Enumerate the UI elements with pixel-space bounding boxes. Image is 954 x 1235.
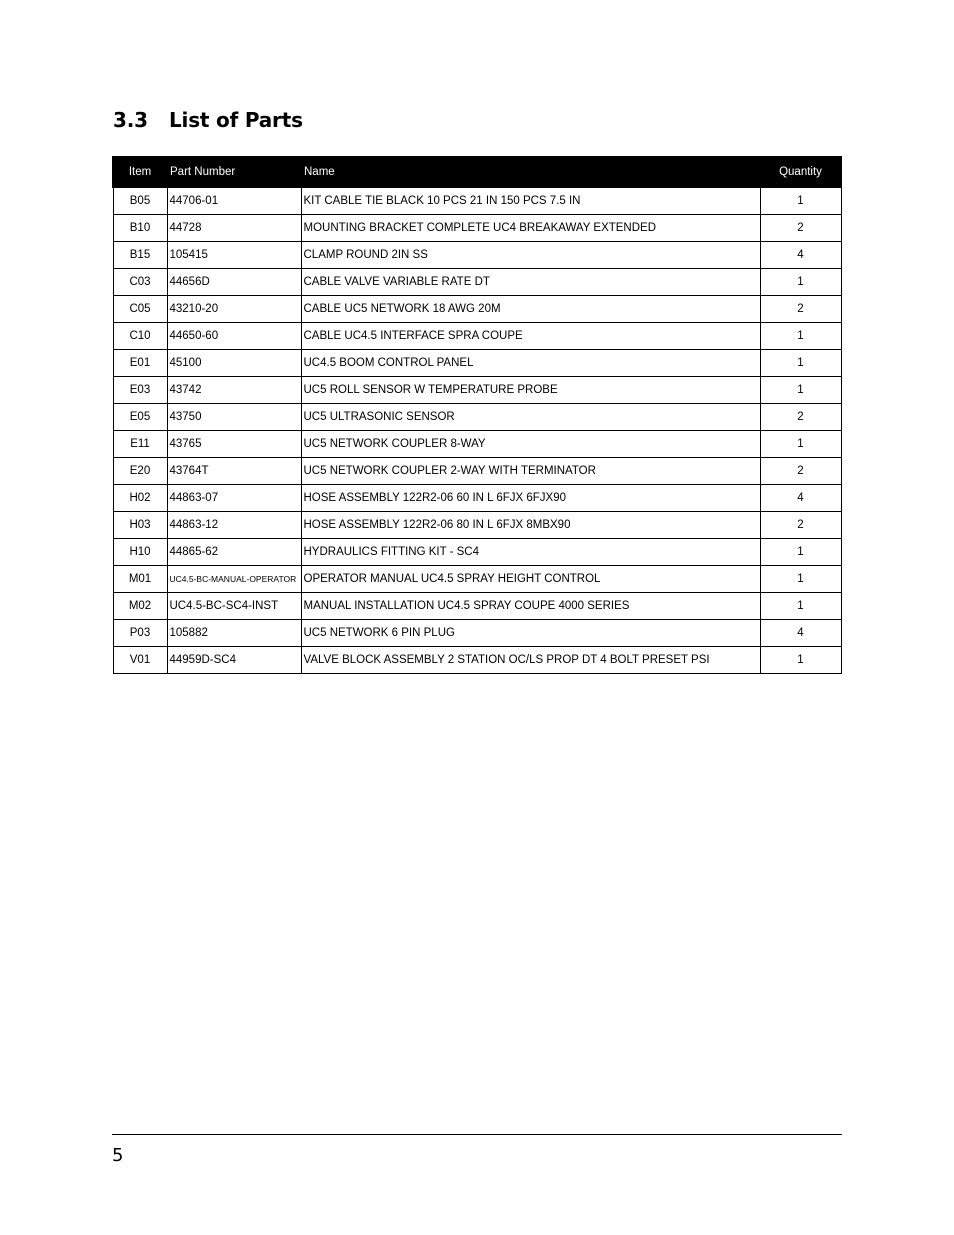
table-row	[113, 647, 841, 674]
cell-quantity: 1	[760, 269, 841, 296]
parts-table-body	[113, 187, 841, 674]
cell-quantity: 1	[760, 350, 841, 377]
table-row	[113, 539, 841, 566]
cell-item: B15	[113, 242, 167, 269]
cell-part-number: 43765	[167, 431, 301, 458]
cell-item: H02	[113, 485, 167, 512]
cell-name: VALVE BLOCK ASSEMBLY 2 STATION OC/LS PROP DT 4 BOLT PRESET PSI	[301, 647, 760, 674]
table-row	[113, 593, 841, 620]
cell-part-number: 43750	[167, 404, 301, 431]
section-heading	[113, 108, 303, 138]
cell-part-number: 44706-01	[167, 187, 301, 215]
cell-item: E11	[113, 431, 167, 458]
table-row	[113, 485, 841, 512]
cell-name: CABLE UC5 NETWORK 18 AWG 20M	[301, 296, 760, 323]
cell-name: HYDRAULICS FITTING KIT - SC4	[301, 539, 760, 566]
cell-part-number: 44865-62	[167, 539, 301, 566]
cell-quantity: 1	[760, 647, 841, 674]
cell-item: E05	[113, 404, 167, 431]
cell-name: HOSE ASSEMBLY 122R2-06 60 IN L 6FJX 6FJX90	[301, 485, 760, 512]
cell-name: UC5 NETWORK 6 PIN PLUG	[301, 620, 760, 647]
section-title: List of Parts	[169, 108, 303, 132]
cell-item: C03	[113, 269, 167, 296]
footer-rule	[112, 1134, 842, 1135]
cell-part-number: 44863-12	[167, 512, 301, 539]
header-row	[113, 157, 841, 187]
cell-part-number: 44959D-SC4	[167, 647, 301, 674]
table-row	[113, 323, 841, 350]
cell-quantity: 1	[760, 377, 841, 404]
cell-quantity: 1	[760, 566, 841, 593]
cell-part-number: UC4.5-BC-SC4-INST	[167, 593, 301, 620]
cell-item: C10	[113, 323, 167, 350]
cell-item: B10	[113, 215, 167, 242]
cell-quantity: 2	[760, 458, 841, 485]
page-number: 5	[112, 1145, 124, 1166]
parts-table-header	[113, 157, 841, 187]
cell-item: P03	[113, 620, 167, 647]
cell-quantity: 1	[760, 323, 841, 350]
table-row	[113, 269, 841, 296]
cell-name: UC5 NETWORK COUPLER 2-WAY WITH TERMINATOR	[301, 458, 760, 485]
cell-part-number: 45100	[167, 350, 301, 377]
cell-name: UC4.5 BOOM CONTROL PANEL	[301, 350, 760, 377]
table-row	[113, 242, 841, 269]
cell-part-number: 44656D	[167, 269, 301, 296]
cell-quantity: 1	[760, 539, 841, 566]
cell-name: HOSE ASSEMBLY 122R2-06 80 IN L 6FJX 8MBX90	[301, 512, 760, 539]
cell-name: MANUAL INSTALLATION UC4.5 SPRAY COUPE 4000 SERIES	[301, 593, 760, 620]
cell-item: B05	[113, 187, 167, 215]
cell-part-number: 44650-60	[167, 323, 301, 350]
cell-item: C05	[113, 296, 167, 323]
section-number: 3.3	[113, 108, 148, 132]
cell-name: UC5 ROLL SENSOR W TEMPERATURE PROBE	[301, 377, 760, 404]
cell-name: CABLE UC4.5 INTERFACE SPRA COUPE	[301, 323, 760, 350]
cell-item: E20	[113, 458, 167, 485]
table-row	[113, 377, 841, 404]
header-quantity: Quantity	[760, 157, 841, 187]
table-row	[113, 566, 841, 593]
cell-name: CABLE VALVE VARIABLE RATE DT	[301, 269, 760, 296]
cell-item: E01	[113, 350, 167, 377]
cell-part-number: 43210-20	[167, 296, 301, 323]
cell-quantity: 1	[760, 431, 841, 458]
table-row	[113, 187, 841, 215]
cell-quantity: 1	[760, 593, 841, 620]
cell-part-number: 105882	[167, 620, 301, 647]
cell-item: M01	[113, 566, 167, 593]
cell-quantity: 4	[760, 485, 841, 512]
header-part-number: Part Number	[167, 157, 301, 187]
cell-quantity: 2	[760, 296, 841, 323]
cell-name: MOUNTING BRACKET COMPLETE UC4 BREAKAWAY EXTENDED	[301, 215, 760, 242]
cell-name: UC5 ULTRASONIC SENSOR	[301, 404, 760, 431]
header-item: Item	[113, 157, 167, 187]
cell-quantity: 2	[760, 404, 841, 431]
cell-item: H10	[113, 539, 167, 566]
cell-quantity: 2	[760, 215, 841, 242]
table-row	[113, 404, 841, 431]
cell-part-number: 105415	[167, 242, 301, 269]
cell-part-number: 44863-07	[167, 485, 301, 512]
cell-item: M02	[113, 593, 167, 620]
cell-part-number: UC4.5-BC-MANUAL-OPERATOR	[167, 566, 301, 593]
cell-name: OPERATOR MANUAL UC4.5 SPRAY HEIGHT CONTROL	[301, 566, 760, 593]
cell-quantity: 1	[760, 187, 841, 215]
table-row	[113, 620, 841, 647]
cell-item: V01	[113, 647, 167, 674]
cell-quantity: 4	[760, 620, 841, 647]
table-row	[113, 296, 841, 323]
table-row	[113, 350, 841, 377]
table-row	[113, 215, 841, 242]
cell-name: UC5 NETWORK COUPLER 8-WAY	[301, 431, 760, 458]
header-name: Name	[301, 157, 760, 187]
cell-part-number: 43764T	[167, 458, 301, 485]
table-row	[113, 512, 841, 539]
table-row	[113, 431, 841, 458]
cell-item: E03	[113, 377, 167, 404]
cell-part-number: 44728	[167, 215, 301, 242]
cell-part-number: 43742	[167, 377, 301, 404]
cell-quantity: 2	[760, 512, 841, 539]
table-row	[113, 458, 841, 485]
cell-name: KIT CABLE TIE BLACK 10 PCS 21 IN 150 PCS 7.5 IN	[301, 187, 760, 215]
parts-table	[112, 156, 842, 674]
cell-item: H03	[113, 512, 167, 539]
cell-name: CLAMP ROUND 2IN SS	[301, 242, 760, 269]
cell-quantity: 4	[760, 242, 841, 269]
